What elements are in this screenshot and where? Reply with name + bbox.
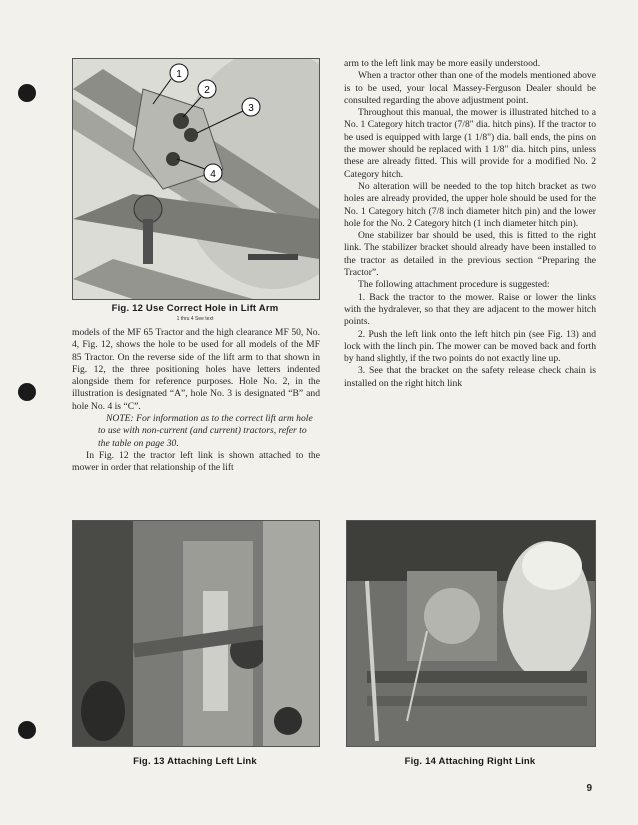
step-paragraph: 1. Back the tractor to the mower. Raise or lower the links with the hydralever, so that they are adjacent to the mower hitch points. [344,291,596,328]
paragraph: No alteration will be needed to the top hitch bracket as two holes are already provided, the upper hole should be used for the No. 1 Category hitch (7/8 inch diameter hitch pin) and the lower hole for the No. 2 Category hitch (1 inch diameter hitch pin). [344,180,596,229]
left-text-column [72,327,320,475]
paragraph: models of the MF 65 Tractor and the high clearance MF 50, No. 4, Fig. 12, shows the hole to be used for all models of the MF 85 Tractor. On the reverse side of the lift arm to that shown in Fig. 12, the three positioning holes have letters indented alongside them for reference purposes. Hole No. 2, in the illustration is designated “A”, hole No. 3 is designated “B” and hole No. 4 is “C”. [72,327,320,412]
paragraph: In Fig. 12 the tractor left link is shown attached to the mower in order that relationship of the lift [72,449,320,474]
svg-text:4: 4 [210,169,216,180]
fig13-photo [72,520,320,747]
step-paragraph: 3. See that the bracket on the safety release check chain is installed on the right hitch link [344,365,596,389]
paragraph: The following attachment procedure is suggested: [358,279,550,291]
right-text-column [344,58,596,390]
fig14-photo [346,520,596,747]
paragraph: Throughout this manual, the mower is illustrated hitched to a No. 1 Category hitch tractor (7/8" dia. hitch pins). If the tractor to be used is equipped with large (1 1/8") dia. ball ends, the pins on the mower should be replaced with 1 1/8" dia. hitch pins, unless these are already fitted. This will provide for a modified No. 2 Category hitch. [344,107,596,180]
fig13-caption: Fig. 13 Attaching Left Link [133,756,257,767]
fig14-caption: Fig. 14 Attaching Right Link [404,756,536,767]
svg-text:3: 3 [248,103,254,114]
note-paragraph: NOTE: For information as to the correct lift arm hole to use with non-current (and current) tractors, refer to the table on page 30. [98,413,313,449]
svg-text:2: 2 [204,85,210,96]
attaching-left-link-photo [73,521,319,746]
binder-hole [18,383,36,401]
paragraph: When a tractor other than one of the models mentioned above is to be used, your local Massey-Ferguson Dealer should be consulted regarding the above adjustment point. [344,70,596,106]
svg-text:1: 1 [176,69,182,80]
paragraph: arm to the left link may be more easily understood. [344,58,541,69]
fig12-caption: Fig. 12 Use Correct Hole in Lift Arm [111,303,279,314]
step-paragraph: 2. Push the left link onto the left hitch pin (see Fig. 13) and lock with the linch pin. The mower can be moved back and forth by hand slightly, if the two points do not exactly line up. [344,328,596,365]
paragraph: One stabilizer bar should be used, this is fitted to the right link. The stabilizer bracket should already have been installed to the tractor as detailed in the previous section “Preparing the Tractor”. [344,230,596,279]
page-number: 9 [586,783,592,794]
fig12-subcaption: 1 thru 4 See text [176,316,214,322]
attaching-right-link-photo [347,521,595,746]
lift-arm-illustration [73,59,319,299]
binder-hole [18,84,36,102]
binder-hole [18,721,36,739]
fig12-photo [72,58,320,300]
